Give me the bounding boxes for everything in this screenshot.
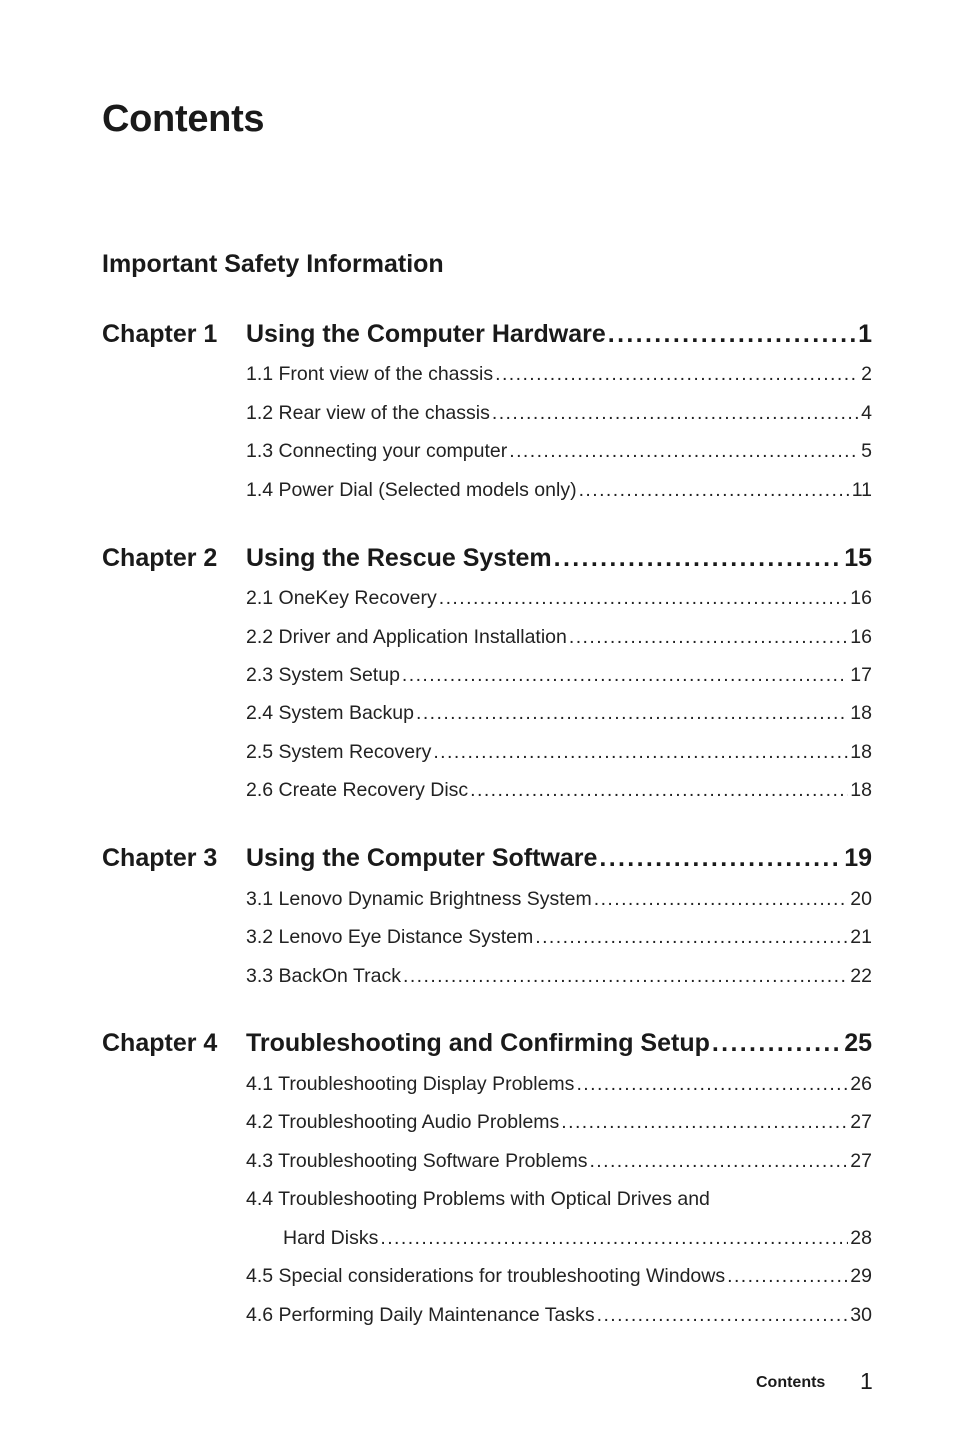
- page-title: Contents: [102, 98, 265, 140]
- section-page: 29: [850, 1265, 872, 1287]
- chapter-title: Using the Computer Hardware: [246, 320, 606, 348]
- section-title: 4.3 Troubleshooting Software Problems: [246, 1150, 588, 1172]
- section-title: 3.1 Lenovo Dynamic Brightness System: [246, 888, 592, 910]
- chapter-label: Chapter 1: [102, 320, 218, 348]
- chapter-label: Chapter 4: [102, 1029, 218, 1057]
- section-page: 18: [850, 702, 872, 724]
- chapter-title: Using the Computer Software: [246, 844, 598, 872]
- section-title: 1.4 Power Dial (Selected models only): [246, 479, 577, 501]
- dot-leader: [579, 479, 850, 502]
- section-page: 27: [850, 1111, 872, 1133]
- dot-leader: [594, 888, 849, 911]
- chapter-title: Using the Rescue System: [246, 544, 552, 572]
- dot-leader: [535, 926, 848, 949]
- section-title: 2.4 System Backup: [246, 702, 414, 724]
- dot-leader: [509, 440, 859, 463]
- footer-label: Contents: [756, 1374, 826, 1391]
- chapter-page: 19: [844, 844, 872, 872]
- dot-leader: [403, 965, 848, 988]
- dot-leader: [492, 402, 859, 425]
- section-title: 1.1 Front view of the chassis: [246, 363, 494, 385]
- dot-leader: [554, 544, 843, 573]
- toc-chapter-3[interactable]: [0, 844, 954, 878]
- section-page: 22: [850, 965, 872, 987]
- section-title: 2.3 System Setup: [246, 664, 400, 686]
- section-title: 2.6 Create Recovery Disc: [246, 779, 469, 801]
- section-title: 4.6 Performing Daily Maintenance Tasks: [246, 1304, 595, 1326]
- dot-leader: [439, 587, 849, 610]
- section-title: 3.2 Lenovo Eye Distance System: [246, 926, 534, 948]
- section-title: 2.5 System Recovery: [246, 741, 432, 763]
- section-title: 4.2 Troubleshooting Audio Problems: [246, 1111, 560, 1133]
- section-title: 4.4 Troubleshooting Problems with Optical Drives and: [246, 1188, 710, 1210]
- page-number: 1: [860, 1368, 873, 1394]
- section-page: 30: [850, 1304, 872, 1326]
- chapter-page: 25: [844, 1029, 872, 1057]
- section-title: 4.5 Special considerations for troubleshooting Windows: [246, 1265, 726, 1287]
- chapter-page: 15: [844, 544, 872, 572]
- section-title: 1.3 Connecting your computer: [246, 440, 508, 462]
- section-page: 18: [850, 779, 872, 801]
- section-title-continuation: Hard Disks: [283, 1227, 379, 1249]
- section-page: 20: [850, 888, 872, 910]
- dot-leader: [433, 741, 848, 764]
- section-title: 3.3 BackOn Track: [246, 965, 401, 987]
- section-title: 4.1 Troubleshooting Display Problems: [246, 1073, 575, 1095]
- dot-leader: [569, 626, 848, 649]
- dot-leader: [380, 1227, 848, 1250]
- dot-leader: [495, 363, 859, 386]
- section-title: 2.2 Driver and Application Installation: [246, 626, 567, 648]
- section-page: 21: [850, 926, 872, 948]
- section-page: 2: [861, 363, 872, 385]
- chapter-page: 1: [858, 320, 872, 348]
- dot-leader: [608, 320, 856, 349]
- dot-leader: [597, 1304, 849, 1327]
- section-page: 27: [850, 1150, 872, 1172]
- dot-leader: [416, 702, 848, 725]
- toc-chapter-1[interactable]: [0, 320, 954, 354]
- section-page: 11: [851, 479, 872, 501]
- dot-leader: [470, 779, 848, 802]
- dot-leader: [599, 844, 842, 873]
- section-page: 5: [861, 440, 872, 462]
- dot-leader: [589, 1150, 848, 1173]
- toc-chapter-2[interactable]: [0, 544, 954, 578]
- section-title: 1.2 Rear view of the chassis: [246, 402, 490, 424]
- safety-heading[interactable]: Important Safety Information: [102, 250, 444, 278]
- section-page: 17: [850, 664, 872, 686]
- dot-leader: [561, 1111, 848, 1134]
- chapter-title: Troubleshooting and Confirming Setup: [246, 1029, 710, 1057]
- dot-leader: [712, 1029, 842, 1058]
- dot-leader: [402, 664, 848, 687]
- section-page: 4: [861, 402, 872, 424]
- section-page: 16: [850, 587, 872, 609]
- section-page: 28: [850, 1227, 872, 1249]
- section-page: 26: [850, 1073, 872, 1095]
- chapter-label: Chapter 2: [102, 544, 218, 572]
- dot-leader: [576, 1073, 848, 1096]
- section-page: 18: [850, 741, 872, 763]
- section-page: 16: [850, 626, 872, 648]
- chapter-label: Chapter 3: [102, 844, 218, 872]
- toc-chapter-4[interactable]: [0, 1029, 954, 1063]
- dot-leader: [727, 1265, 848, 1288]
- section-title: 2.1 OneKey Recovery: [246, 587, 437, 609]
